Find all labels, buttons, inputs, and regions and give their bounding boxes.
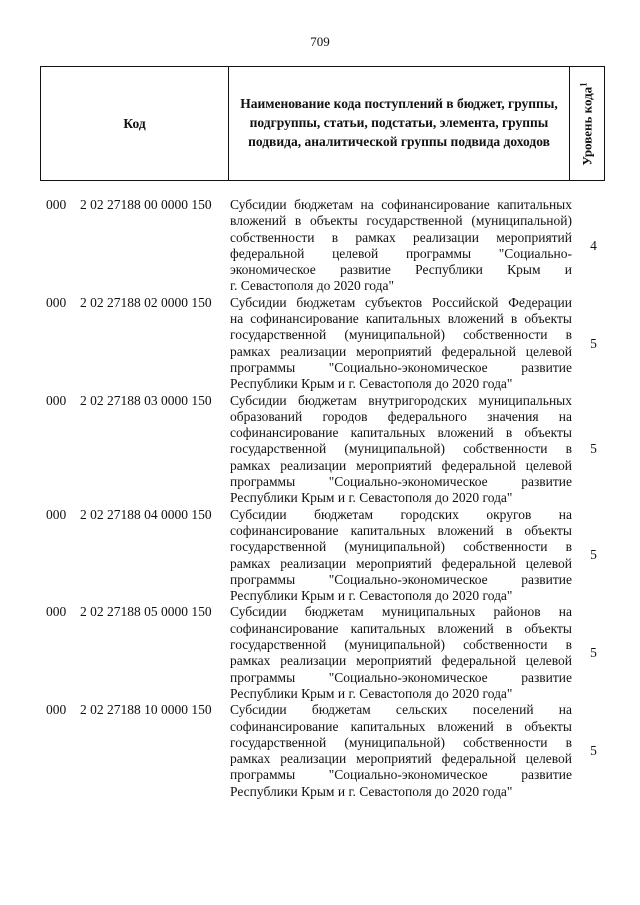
description-line: софинансирование капитальных вложений в объекты (230, 522, 572, 538)
admin-code: 000 (46, 604, 67, 620)
description-line: рамках реализации мероприятий федеральной целевой (230, 751, 572, 767)
table-row (40, 295, 605, 393)
description-line: рамках реализации мероприятий федеральной целевой (230, 653, 572, 669)
description-line: федеральной целевой программы "Социально- (230, 245, 572, 261)
description-line: Республики Крым и г. Севастополя до 2020 года" (230, 490, 513, 506)
description-line: Субсидии бюджетам сельских поселений на (230, 702, 572, 718)
header-code: Код (41, 67, 229, 180)
description-line: государственной (муниципальной) собственности в (230, 637, 572, 653)
income-code: 2 02 27188 02 0000 150 (80, 294, 212, 310)
description-line: Республики Крым и г. Севастополя до 2020 года" (230, 783, 513, 799)
code-level: 5 (590, 547, 597, 563)
admin-code: 000 (46, 294, 67, 310)
income-description (230, 507, 572, 605)
code-level: 5 (590, 335, 597, 351)
description-line: программы "Социально-экономическое развитие (230, 571, 572, 587)
income-description (230, 393, 572, 507)
description-line: софинансирование капитальных вложений в объекты (230, 425, 572, 441)
income-code: 2 02 27188 04 0000 150 (80, 506, 212, 522)
description-line: Субсидии бюджетам городских округов на (230, 506, 572, 522)
income-description (230, 197, 572, 295)
admin-code: 000 (46, 392, 67, 408)
code-level: 4 (590, 237, 597, 253)
description-line: рамках реализации мероприятий федеральной целевой (230, 457, 572, 473)
header-level-footnote: 1 (578, 81, 589, 87)
description-line: рамках реализации мероприятий федеральной целевой (230, 343, 572, 359)
description-line: Субсидии бюджетам на софинансирование капитальных (230, 197, 572, 212)
description-line: Субсидии бюджетам внутригородских муниципальных (230, 392, 572, 408)
code-level: 5 (590, 441, 597, 457)
description-line: образований городов федерального значения на (230, 408, 572, 424)
income-code: 2 02 27188 10 0000 150 (80, 702, 212, 718)
description-line: программы "Социально-экономическое развитие (230, 669, 572, 685)
description-line: вложений в объекты государственной (муниципальной) (230, 213, 572, 229)
header-level (570, 67, 604, 180)
description-line: софинансирование капитальных вложений в объекты (230, 718, 572, 734)
description-line: Субсидии бюджетам муниципальных районов на (230, 604, 572, 620)
description-line: программы "Социально-экономическое развитие (230, 359, 572, 375)
header-name: Наименование кода поступлений в бюджет, группы, подгруппы, статьи, подстатьи, элемента, группы подвида, аналитической группы подвида доходов (229, 67, 570, 180)
description-line: государственной (муниципальной) собственности в (230, 327, 572, 343)
description-line: государственной (муниципальной) собственности в (230, 539, 572, 555)
code-level: 5 (590, 742, 597, 758)
admin-code: 000 (46, 702, 67, 718)
description-line: рамках реализации мероприятий федеральной целевой (230, 555, 572, 571)
income-description (230, 295, 572, 393)
admin-code: 000 (46, 506, 67, 522)
table-body (40, 197, 605, 800)
description-line: Республики Крым и г. Севастополя до 2020 года" (230, 376, 513, 392)
description-line: Республики Крым и г. Севастополя до 2020 года" (230, 685, 513, 701)
description-line: Республики Крым и г. Севастополя до 2020 года" (230, 588, 513, 604)
description-line: программы "Социально-экономическое развитие (230, 474, 572, 490)
description-line: государственной (муниципальной) собственности в (230, 734, 572, 750)
table-row (40, 702, 605, 800)
income-code: 2 02 27188 03 0000 150 (80, 392, 212, 408)
table-row (40, 507, 605, 605)
income-description (230, 702, 572, 800)
table-row (40, 393, 605, 507)
income-code: 2 02 27188 00 0000 150 (80, 197, 212, 212)
description-line: Субсидии бюджетам субъектов Российской Федерации (230, 294, 572, 310)
description-line: г. Севастополя до 2020 года" (230, 278, 394, 294)
description-line: государственной (муниципальной) собственности в (230, 441, 572, 457)
income-code: 2 02 27188 05 0000 150 (80, 604, 212, 620)
description-line: на софинансирование капитальных вложений в объекты (230, 311, 572, 327)
header-level-label: Уровень кода$^1$ (578, 81, 595, 166)
description-line: программы "Социально-экономическое развитие (230, 767, 572, 783)
page-number: 709 (310, 34, 330, 49)
description-line: собственности в рамках реализации мероприятий (230, 229, 572, 245)
income-description (230, 604, 572, 702)
description-line: софинансирование капитальных вложений в объекты (230, 620, 572, 636)
description-line: экономическое развитие Республики Крым и (230, 262, 572, 278)
table-header (40, 66, 605, 181)
table-row (40, 604, 605, 702)
admin-code: 000 (46, 197, 67, 212)
code-level: 5 (590, 645, 597, 661)
table-row (40, 197, 605, 295)
